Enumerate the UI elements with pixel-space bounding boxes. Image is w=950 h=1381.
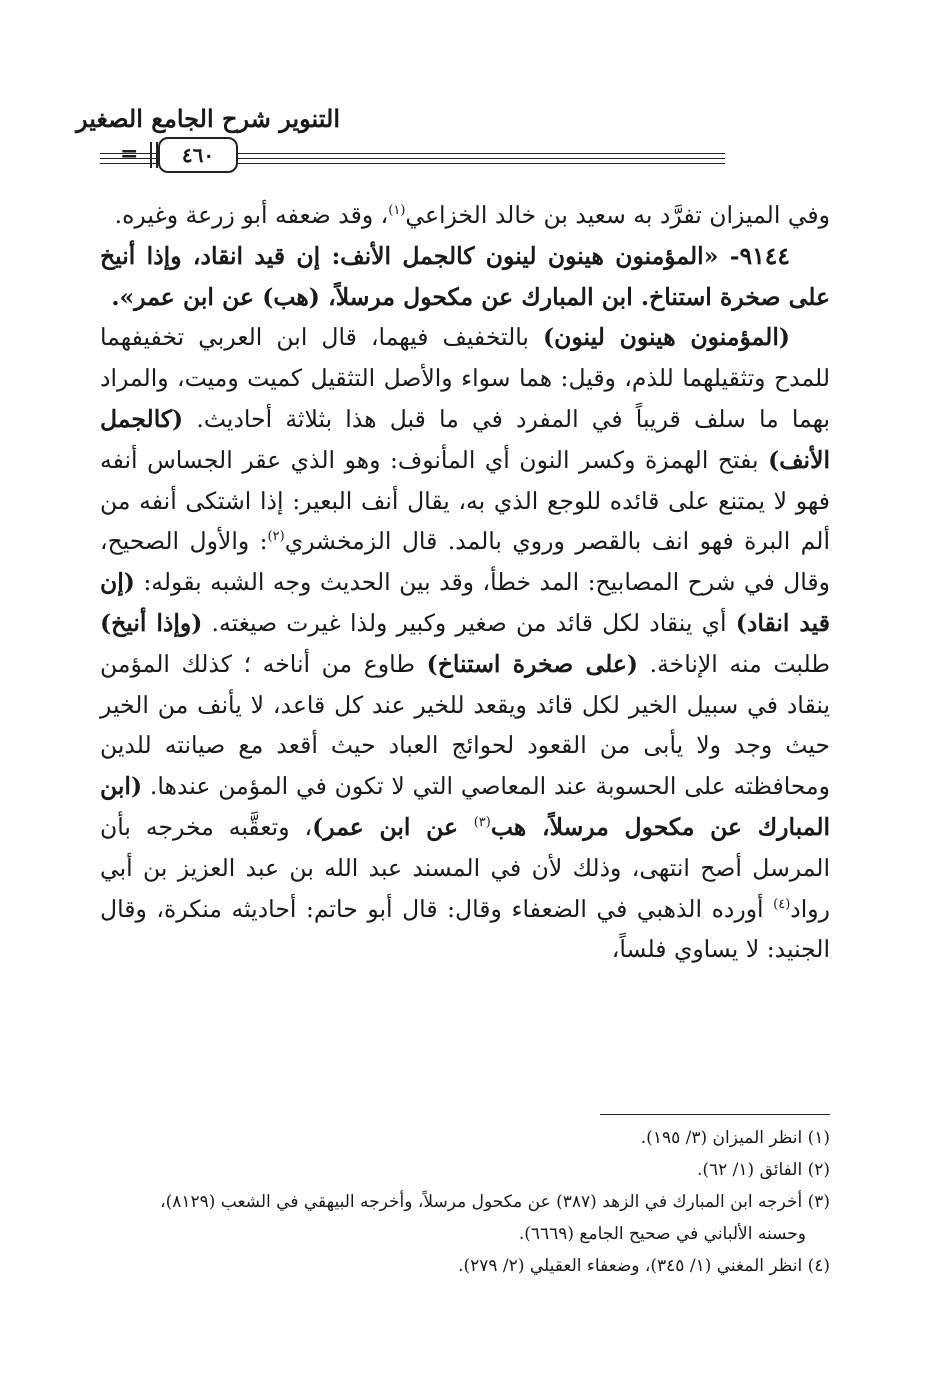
quoted-phrase: (ابن المبارك عن مكحول مرسلاً، هب	[100, 772, 831, 841]
running-header-title: التنوير شرح الجامع الصغير	[76, 104, 340, 133]
text-span: بالتخفيف فيهما، قال ابن العربي تخفيفهما للمدح وتثقيلهما للذم، وقيل: هما سواء والأصل التثقيل كميت وميت، والمراد بهما ما سلف قريباً في المفرد في ما قبل هذا بثلاثة أحاديث.	[100, 323, 830, 433]
footnote-ref-2[interactable]: (٢)	[267, 529, 285, 545]
footnote-2: (٢) الفائق (١/ ٦٢).	[696, 1160, 830, 1180]
quoted-phrase: (وإذا أنيخ)	[100, 608, 203, 637]
page-number: ٤٦٠	[158, 137, 238, 173]
text-span: طلبت منه الإناخة.	[638, 649, 830, 678]
footnote-separator	[600, 1114, 830, 1115]
quoted-phrase: (المؤمنون هينون لينون)	[543, 323, 790, 352]
text-span: ، وتعقَّبه مخرجه بأن المرسل أصح انتهى، وذلك لأن في المسند عبد الله بن عبد العزيز بن أبي رواد	[100, 812, 830, 923]
main-text	[100, 195, 830, 970]
text-span: طاوع من أناخه ؛ كذلك المؤمن ينقاد في سبيل الخير لكل قائد ويقعد للخير عند كل قاعد، لا يأنف من الخير حيث وجد ولا يأبى من القعود لحوائج العباد حيث أقعد مع صيانته للدين ومحافظته على الحسوبة عند المعاصي التي لا تكون في المؤمن عندها.	[100, 649, 830, 801]
text-span: بفتح الهمزة وكسر النون أي المأنوف: وهو الذي عقر الجساس أنفه فهو لا يمتنع على قائده للوجع الذي به، يقال أنف البعير: إذا اشتكى أنفه من ألم البرة فهو انف بالقصر وروي بالمد. قال الزمخشري	[100, 445, 830, 556]
quoted-phrase: عن ابن عمر)	[312, 812, 474, 841]
header-mark: =	[120, 141, 139, 167]
footnote-1: (١) انظر الميزان (٣/ ١٩٥).	[640, 1128, 830, 1148]
quoted-phrase: (إن قيد انقاد)	[100, 568, 831, 637]
text-span: أورده الذهبي في الضعفاء وقال: قال أبو حاتم: أحاديثه منكرة، وقال الجنيد: لا يساوي فلساً،	[100, 894, 830, 964]
quoted-phrase: (كالجمل الأنف)	[100, 404, 830, 474]
footnote-ref-4[interactable]: (٤)	[773, 896, 791, 912]
footnote-3: (٣) أخرجه ابن المبارك في الزهد (٣٨٧) عن مكحول مرسلاً، وأخرجه البيهقي في الشعب (٨١٢٩)،	[160, 1192, 830, 1212]
text-span: وفي الميزان تفرَّد به سعيد بن خالد الخزاعي	[405, 201, 830, 229]
footnotes	[100, 1122, 830, 1282]
quoted-phrase: (على صخرة استناخ)	[426, 649, 638, 678]
commentary-paragraph	[100, 317, 830, 970]
footnote-ref-3[interactable]: (٣)	[473, 815, 491, 831]
hadith-text: ٩١٤٤- «المؤمنون هينون لينون كالجمل الأنف: إن قيد انقاد، وإذا أنيخ على صخرة استناخ. ابن المبارك عن مكحول مرسلاً، (هب) عن ابن عمر».	[100, 241, 830, 311]
text-span: أي ينقاد لكل قائد من صغير وكبير ولذا غيرت صيغته.	[202, 608, 736, 637]
footnote-3-continued: وحسنه الألباني في صحيح الجامع (٦٦٦٩).	[518, 1224, 806, 1244]
paragraph-intro	[100, 195, 830, 236]
text-span: : والأول الصحيح، وقال في شرح المصابيح: المد خطأ، وقد بين الحديث وجه الشبه بقوله:	[100, 527, 830, 597]
footnote-4: (٤) انظر المغني (١/ ٣٤٥)، وضعفاء العقيلي (٢/ ٢٧٩).	[458, 1256, 830, 1276]
text-span: ، وقد ضعفه أبو زرعة وغيره.	[114, 201, 389, 229]
footnote-ref-1[interactable]: (١)	[388, 203, 406, 219]
hadith-entry	[100, 236, 830, 318]
